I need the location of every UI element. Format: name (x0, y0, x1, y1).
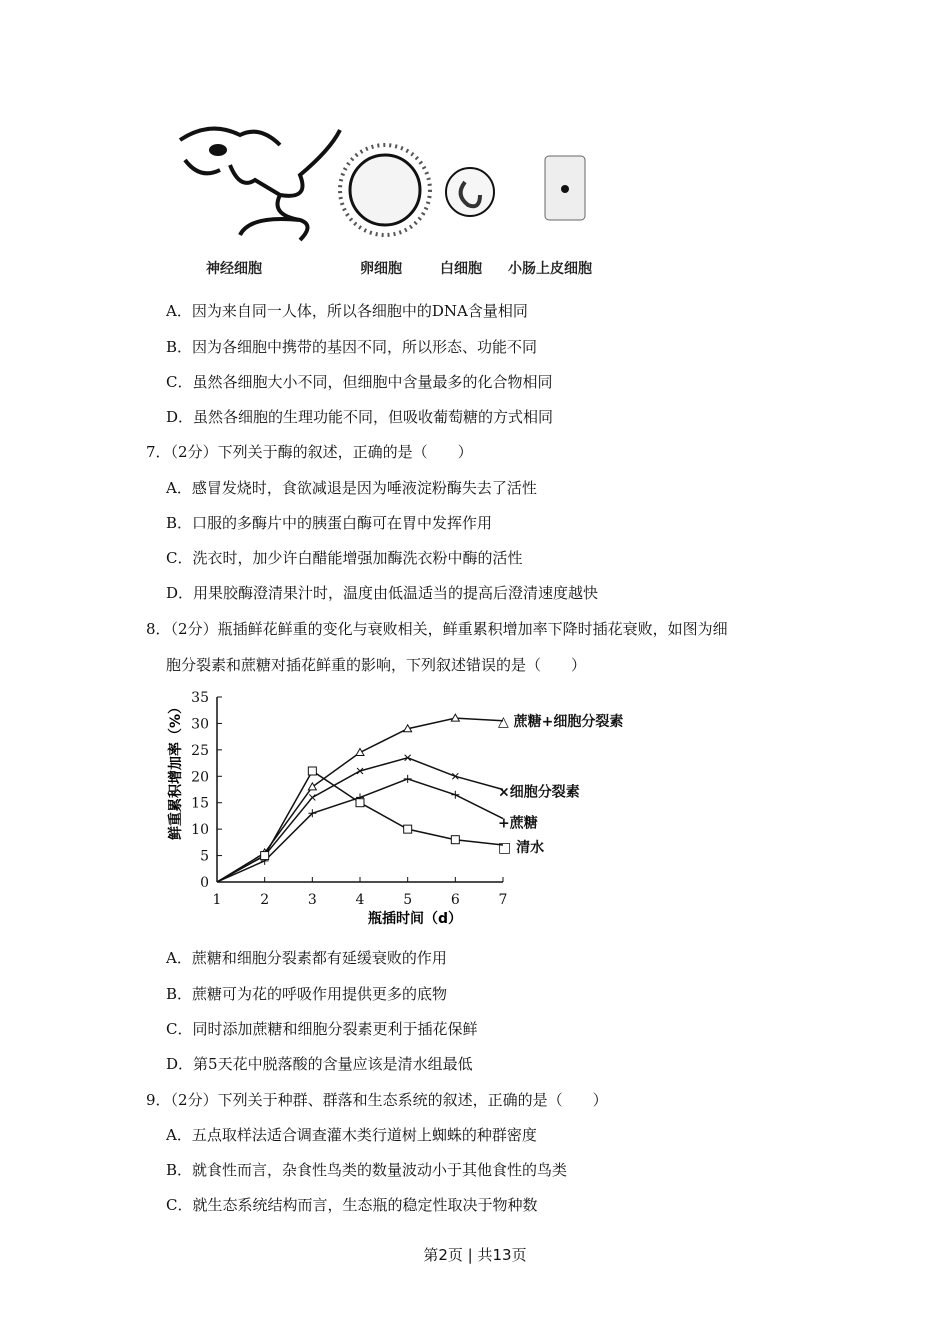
fresh-weight-chart (160, 685, 650, 930)
y-tick-label: 30 (191, 716, 209, 733)
x-tick-label: 3 (307, 892, 317, 908)
q7-option-a: A．感冒发烧时，食欲减退是因为唾液淀粉酶失去了活性 (166, 479, 537, 497)
q7-option-d: D．用果胶酶澄清果汁时，温度由低温适当的提高后澄清速度越快 (166, 584, 599, 602)
square-marker (451, 836, 459, 844)
triangle-marker (308, 783, 316, 790)
x-axis-label: 瓶插时间（d） (368, 911, 463, 927)
x-tick-label: 7 (498, 892, 508, 908)
caption-neuron: 神经细胞 (206, 261, 262, 277)
square-marker (308, 767, 316, 775)
triangle-marker (356, 749, 364, 756)
q6-option-c: C．虽然各细胞大小不同，但细胞中含量最多的化合物相同 (166, 373, 553, 391)
square-marker (404, 825, 412, 833)
q9-option-a: A．五点取样法适合调查灌木类行道树上蜘蛛的种群密度 (166, 1126, 537, 1144)
page-footer: 第2页 | 共13页 (423, 1246, 527, 1264)
x-tick-label: 6 (450, 892, 460, 908)
y-tick-label: 35 (191, 690, 209, 706)
q6-option-b: B．因为各细胞中携带的基因不同，所以形态、功能不同 (166, 338, 538, 356)
x-tick-label: 1 (212, 892, 222, 908)
q9-option-b: B．就食性而言，杂食性鸟类的数量波动小于其他食性的鸟类 (166, 1161, 568, 1179)
q6-option-a: A．因为来自同一人体，所以各细胞中的DNA含量相同 (166, 302, 528, 320)
y-tick-label: 15 (191, 795, 209, 812)
q7-option-b: B．口服的多酶片中的胰蛋白酶可在胃中发挥作用 (166, 514, 493, 532)
q8-option-d: D．第5天花中脱落酸的含量应该是清水组最低 (166, 1055, 473, 1073)
intestinal-cell-drawing (545, 156, 585, 220)
cell-drawings (160, 110, 620, 250)
x-marker (309, 794, 315, 800)
q8-option-c: C．同时添加蔗糖和细胞分裂素更利于插花保鲜 (166, 1020, 478, 1038)
series-label: ×细胞分裂素 (498, 784, 580, 801)
series-line-square (217, 771, 503, 882)
caption-white-blood-cell: 白细胞 (440, 261, 482, 277)
series-label: +蔗糖 (498, 815, 538, 832)
y-tick-label: 0 (200, 875, 209, 891)
q7-option-c: C．洗衣时，加少许白醋能增强加酶洗衣粉中酶的活性 (166, 549, 523, 567)
square-marker (261, 852, 269, 860)
q8-stem-line2: 胞分裂素和蔗糖对插花鲜重的影响，下列叙述错误的是（ ） (166, 656, 587, 674)
plus-marker (404, 775, 412, 783)
white-blood-cell-drawing (446, 168, 494, 216)
cell-figure (160, 110, 620, 290)
q8-option-b: B．蔗糖可为花的呼吸作用提供更多的底物 (166, 985, 448, 1003)
caption-egg-cell: 卵细胞 (360, 261, 402, 277)
y-tick-label: 5 (200, 848, 209, 865)
q8-option-a: A．蔗糖和细胞分裂素都有延缓衰败的作用 (166, 949, 447, 967)
neuron-drawing (180, 129, 340, 240)
y-tick-label: 25 (191, 742, 209, 759)
x-tick-label: 2 (260, 892, 270, 908)
y-tick-label: 10 (191, 822, 209, 839)
series-label: □ 清水 (498, 840, 545, 856)
x-tick-label: 4 (355, 892, 365, 908)
series-label: △ 蔗糖+细胞分裂素 (498, 713, 624, 730)
square-marker (356, 799, 364, 807)
q9-stem: 9．（2分）下列关于种群、群落和生态系统的叙述，正确的是（ ） (146, 1091, 608, 1109)
q7-stem: 7．（2分）下列关于酶的叙述，正确的是（ ） (146, 443, 473, 461)
q9-option-c: C．就生态系统结构而言，生态瓶的稳定性取决于物种数 (166, 1196, 538, 1214)
x-tick-label: 5 (403, 892, 413, 908)
y-tick-label: 20 (191, 769, 209, 786)
q6-option-d: D．虽然各细胞的生理功能不同，但吸收葡萄糖的方式相同 (166, 408, 554, 426)
egg-cell-drawing (340, 145, 430, 235)
caption-intestinal-cell: 小肠上皮细胞 (508, 261, 592, 277)
y-axis-label: 鲜重累积增加率（%） (168, 699, 184, 840)
plus-marker (451, 791, 459, 799)
q8-stem-line1: 8．（2分）瓶插鲜花鲜重的变化与衰败相关，鲜重累积增加率下降时插花衰败，如图为细 (146, 620, 728, 638)
